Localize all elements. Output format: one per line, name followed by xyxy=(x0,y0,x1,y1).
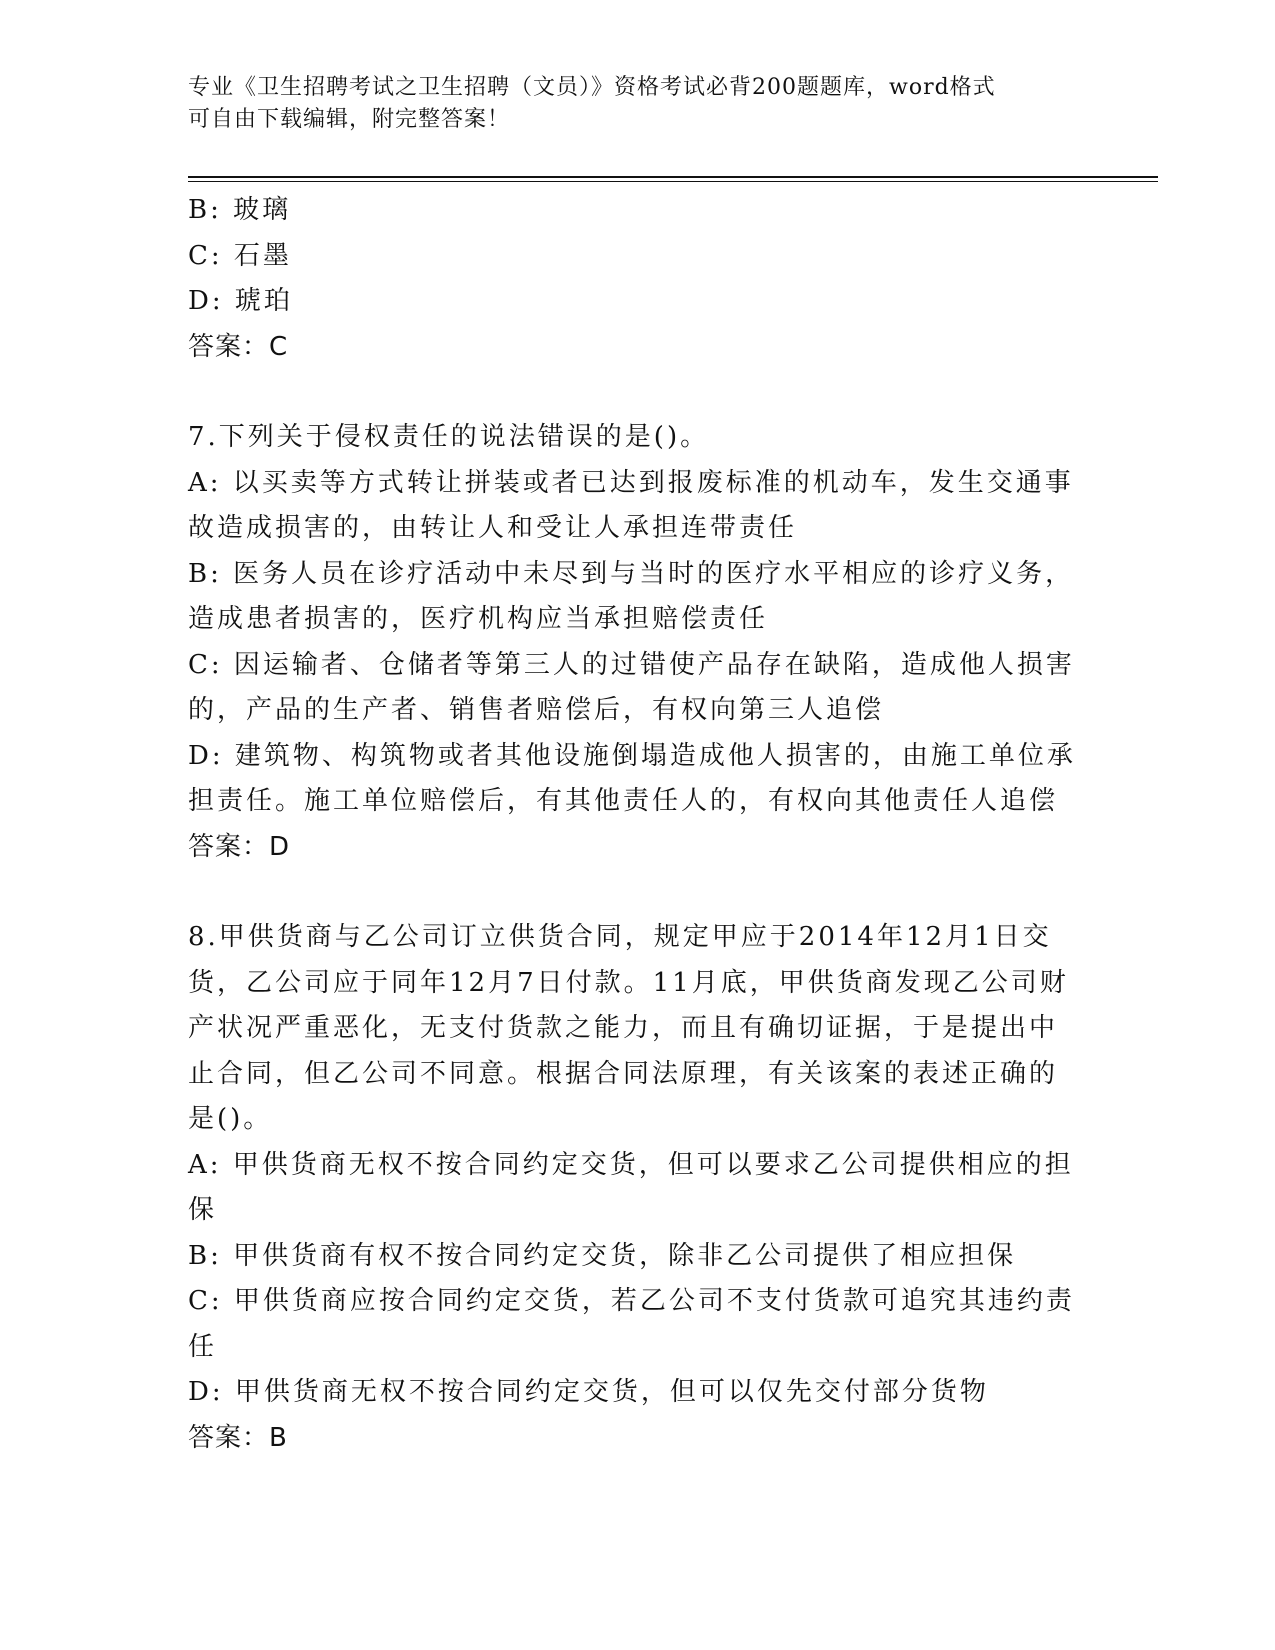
q7-option-c-line-2: 的，产品的生产者、销售者赔偿后，有权向第三人追偿 xyxy=(188,695,885,725)
q8-option-d: D: 甲供货商无权不按合同约定交货，但可以仅先交付部分货物 xyxy=(188,1377,989,1407)
question-gap xyxy=(188,870,1088,915)
q6-option-d: D: 琥珀 xyxy=(188,286,293,316)
question-gap xyxy=(188,370,1088,415)
q8-option-a-line-1: A: 甲供货商无权不按合同约定交货，但可以要求乙公司提供相应的担 xyxy=(188,1149,1074,1180)
q8-option-a-line-2: 保 xyxy=(188,1195,218,1225)
q7-option-a-line-2: 故造成损害的，由转让人和受让人承担连带责任 xyxy=(188,513,798,543)
header-line-1: 专业《卫生招聘考试之卫生招聘（文员）》资格考试必背200题题库，word格式 xyxy=(188,75,996,100)
question-8 xyxy=(188,915,1088,1461)
q6-answer: 答案：C xyxy=(188,331,289,362)
document-header xyxy=(188,72,1088,136)
q8-option-b: B: 甲供货商有权不按合同约定交货，除非乙公司提供了相应担保 xyxy=(188,1240,1017,1271)
q7-option-b-line-2: 造成患者损害的，医疗机构应当承担赔偿责任 xyxy=(188,604,769,634)
q8-answer: 答案：B xyxy=(188,1422,288,1453)
q6-option-c: C: 石墨 xyxy=(188,240,292,271)
q7-option-b-line-1: B: 医务人员在诊疗活动中未尽到与当时的医疗水平相应的诊疗义务， xyxy=(188,558,1075,589)
q6-option-b: B: 玻璃 xyxy=(188,195,292,225)
q7-option-d-line-1: D: 建筑物、构筑物或者其他设施倒塌造成他人损害的，由施工单位承 xyxy=(188,740,1076,771)
q8-stem-line-3: 产状况严重恶化，无支付货款之能力，而且有确切证据，于是提出中 xyxy=(188,1013,1059,1043)
q7-option-d-line-2: 担责任。施工单位赔偿后，有其他责任人的，有权向其他责任人追偿 xyxy=(188,786,1059,816)
q7-answer: 答案：D xyxy=(188,831,291,862)
q8-stem-line-5: 是()。 xyxy=(188,1104,273,1134)
header-divider xyxy=(188,176,1158,182)
q7-option-a-line-1: A: 以买卖等方式转让拼装或者已达到报废标准的机动车，发生交通事 xyxy=(188,467,1074,498)
question-7 xyxy=(188,415,1088,870)
q8-stem-line-4: 止合同，但乙公司不同意。根据合同法原理，有关该案的表述正确的 xyxy=(188,1058,1059,1089)
q8-option-c-line-1: C: 甲供货商应按合同约定交货，若乙公司不支付货款可追究其违约责 xyxy=(188,1286,1075,1316)
question-6-tail xyxy=(188,188,1088,370)
question-content xyxy=(188,188,1088,1461)
q7-stem: 7.下列关于侵权责任的说法错误的是()。 xyxy=(188,422,710,452)
q8-option-c-line-2: 任 xyxy=(188,1331,218,1362)
q8-stem-line-2: 货，乙公司应于同年12月7日付款。11月底，甲供货商发现乙公司财 xyxy=(188,967,1069,998)
q8-stem-line-1: 8.甲供货商与乙公司订立供货合同，规定甲应于2014年12月1日交 xyxy=(188,922,1052,952)
q7-option-c-line-1: C: 因运输者、仓储者等第三人的过错使产品存在缺陷，造成他人损害 xyxy=(188,649,1075,680)
header-line-2: 可自由下载编辑，附完整答案！ xyxy=(188,107,511,132)
